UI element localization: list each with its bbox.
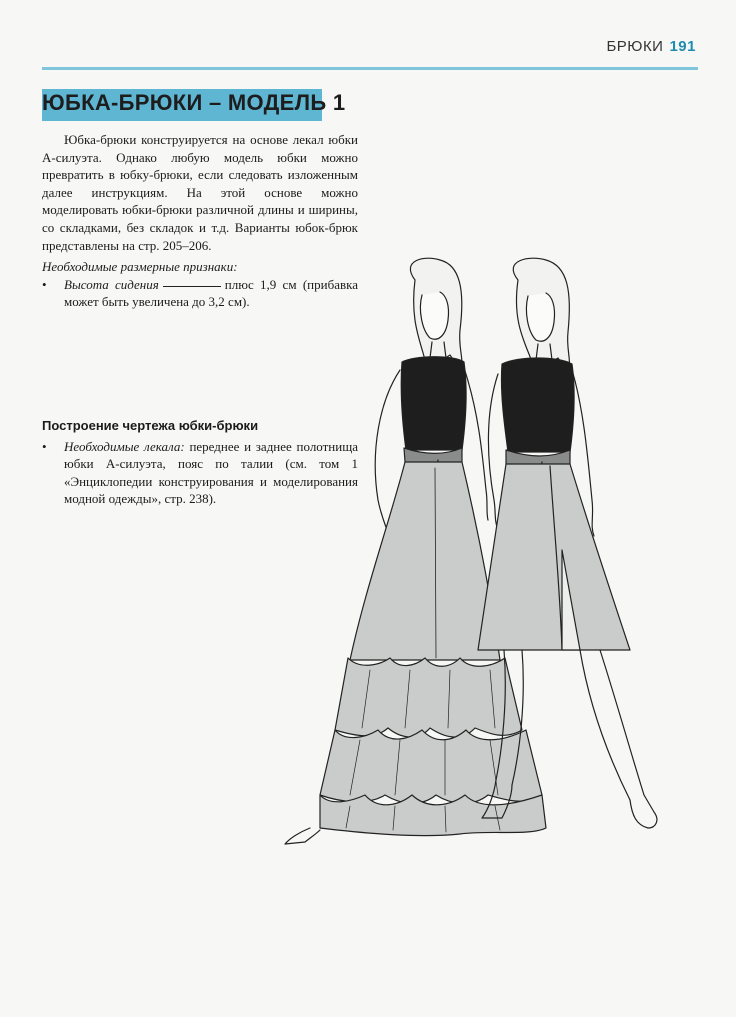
bullet-dot: • <box>42 438 47 454</box>
measurements-label: Необходимые размерные признаки: <box>42 259 238 274</box>
construction-item-text: переднее и заднее полотнища юбки А-силуэта, пояс по талии (см. том 1 «Энциклопедии конструирования и моделирования модной одежды», стр. 238). <box>64 438 359 507</box>
construction-heading: Построение чертежа юбки-брюки <box>42 418 259 433</box>
intro-block <box>42 131 358 254</box>
measurement-name: Высота сидения <box>64 276 159 292</box>
fashion-illustration <box>250 250 690 850</box>
header-rule <box>42 67 698 70</box>
page-title: ЮБКА-БРЮКИ – МОДЕЛЬ 1 <box>42 90 346 115</box>
running-header <box>606 38 696 55</box>
page-number: 191 <box>669 38 696 55</box>
section-name: БРЮКИ <box>606 38 664 55</box>
intro-paragraph: Юбка-брюки конструируется на основе лекал юбки А-силуэта. Однако любую модель юбки можно превратить в юбку-брюки, если следовать изложенным далее инструкциям. На этой основе можно моделировать юбки-брюки различной длины и ширины, со складками, без складок и т.д. Варианты юбок-брюк представлены на стр. 205–206. <box>42 132 358 253</box>
construction-item-label: Необходимые лекала: <box>64 438 185 454</box>
fill-in-blank <box>163 285 221 287</box>
bullet-dot: • <box>42 276 47 292</box>
measurement-text: плюс 1,9 см (прибавка может быть увеличена до 3,2 см). <box>64 276 358 310</box>
